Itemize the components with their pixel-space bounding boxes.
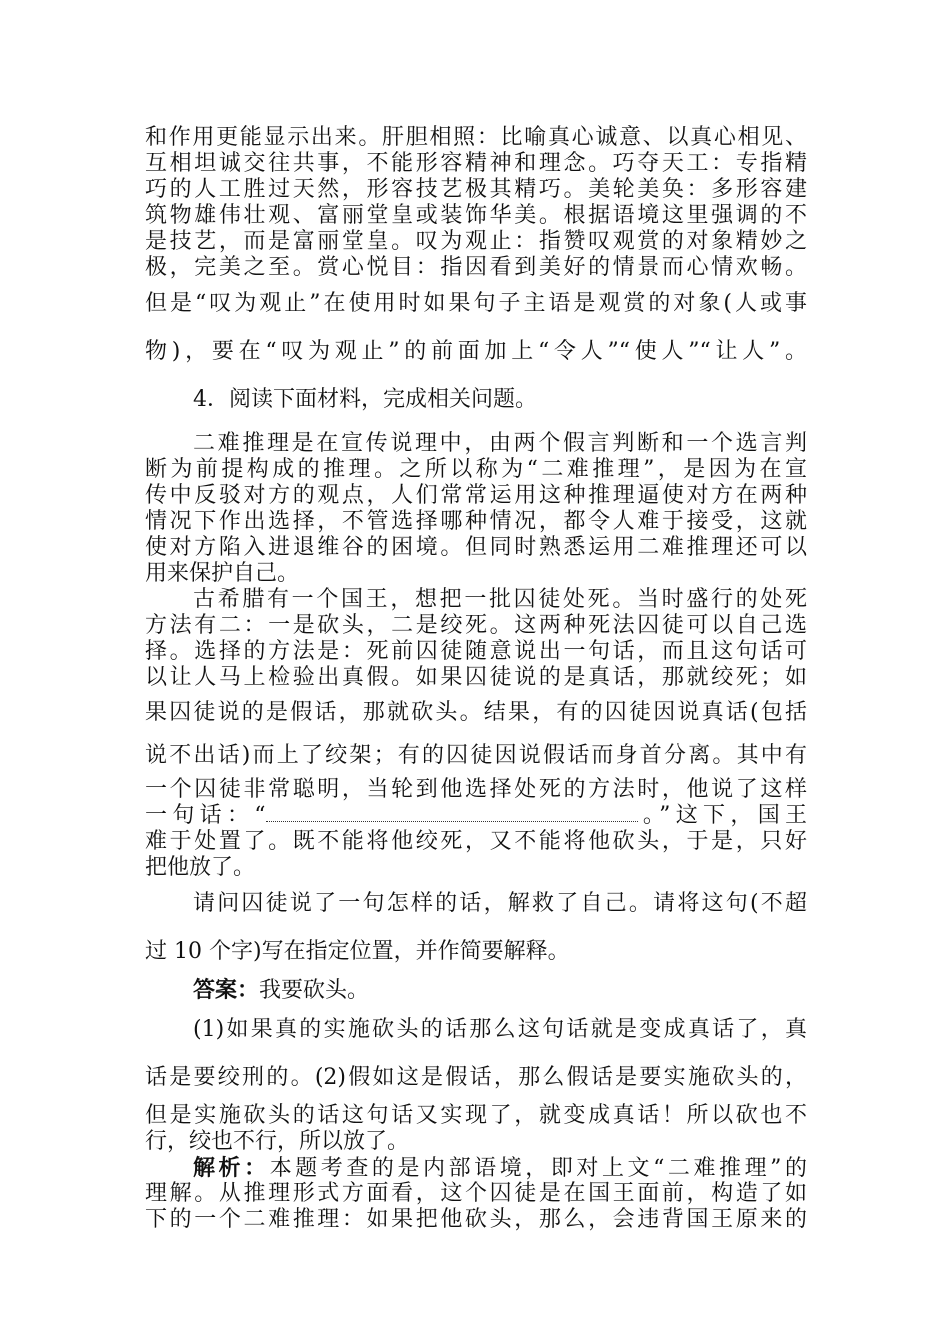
answer-blank[interactable] xyxy=(266,803,638,822)
analysis-label: 解析： xyxy=(193,1155,270,1181)
text-line: 话是要绞刑的。(2)假如这是假话，那么假话是要实施砍头的， xyxy=(145,1065,807,1090)
text-line: 断为前提构成的推理。之所以称为“二难推理”，是因为在宣 xyxy=(145,457,807,482)
answer-label: 答案： xyxy=(193,977,260,1003)
analysis-text: 本题考查的是内部语境，即对上文“二难推理”的 xyxy=(269,1156,807,1181)
text-line: 二难推理是在宣传说理中，由两个假言判断和一个选言判 xyxy=(193,431,807,456)
text-line: 理解。从推理形式方面看，这个囚徒是在国王面前，构造了如 xyxy=(145,1181,807,1206)
text-line: 以让人马上检验出真假。如果囚徒说的是真话，那就绞死；如 xyxy=(145,665,807,690)
blank-line xyxy=(145,802,807,830)
text-line: (1)如果真的实施砍头的话那么这句话就是变成真话了，真 xyxy=(193,1017,807,1042)
text-line: 说不出话)而上了绞架；有的囚徒因说假话而身首分离。其中有 xyxy=(145,743,807,768)
text-line: 方法有二：一是砍头，二是绞死。这两种死法囚徒可以自己选 xyxy=(145,613,807,638)
answer-line xyxy=(193,976,807,1005)
text-line: 把他放了。 xyxy=(145,855,256,880)
question-heading: 4．阅读下面材料，完成相关问题。 xyxy=(193,387,537,412)
text-line: 请问囚徒说了一句怎样的话，解救了自己。请将这句(不超 xyxy=(193,891,807,916)
text-line: 筑物雄伟壮观、富丽堂皇或装饰华美。根据语境这里强调的不 xyxy=(145,203,807,228)
text-line: 古希腊有一个国王，想把一批囚徒处死。当时盛行的处死 xyxy=(193,587,807,612)
answer-text: 我要砍头。 xyxy=(259,978,370,1003)
text-line: 果囚徒说的是假话，那就砍头。结果，有的囚徒因说真话(包括 xyxy=(145,700,807,725)
text-line: 和作用更能显示出来。肝胆相照：比喻真心诚意、以真心相见、 xyxy=(145,125,807,150)
text-line: 互相坦诚交往共事，不能形容精神和理念。巧夺天工：专指精 xyxy=(145,151,807,176)
text-line: 使对方陷入进退维谷的困境。但同时熟悉运用二难推理还可以 xyxy=(145,535,807,560)
text-line: 物)，要在“叹为观止”的前面加上“令人”“使人”“让人”。 xyxy=(145,339,807,364)
text-after-blank: 。”这下，国王 xyxy=(637,803,808,828)
text-line: 一个囚徒非常聪明，当轮到他选择处死的方法时，他说了这样 xyxy=(145,777,807,802)
text-line: 是技艺，而是富丽堂皇。叹为观止：指赞叹观赏的对象精妙之 xyxy=(145,229,807,254)
text-line: 行，绞也不行，所以放了。 xyxy=(145,1129,410,1154)
text-line: 但是实施砍头的话这句话又实现了，就变成真话！所以砍也不 xyxy=(145,1103,807,1128)
text-line: 用来保护自己。 xyxy=(145,561,300,586)
analysis-line xyxy=(193,1154,807,1183)
text-line: 下的一个二难推理：如果把他砍头，那么，会违背国王原来的 xyxy=(145,1207,807,1232)
text-line: 难于处置了。既不能将他绞死，又不能将他砍头，于是，只好 xyxy=(145,829,807,854)
text-line: 但是“叹为观止”在使用时如果句子主语是观赏的对象(人或事 xyxy=(145,291,807,316)
text-line: 极，完美之至。赏心悦目：指因看到美好的情景而心情欢畅。 xyxy=(145,255,807,280)
text-line: 传中反驳对方的观点，人们常常运用这种推理逼使对方在两种 xyxy=(145,483,807,508)
text-line: 巧的人工胜过天然，形容技艺极其精巧。美轮美奂：多形容建 xyxy=(145,177,807,202)
text-line: 择。选择的方法是：死前囚徒随意说出一句话，而且这句话可 xyxy=(145,639,807,664)
text-before-blank: 一句话：“ xyxy=(145,803,266,828)
text-line: 情况下作出选择，不管选择哪种情况，都令人难于接受，这就 xyxy=(145,509,807,534)
text-line: 过 10 个字)写在指定位置，并作简要解释。 xyxy=(145,939,570,964)
